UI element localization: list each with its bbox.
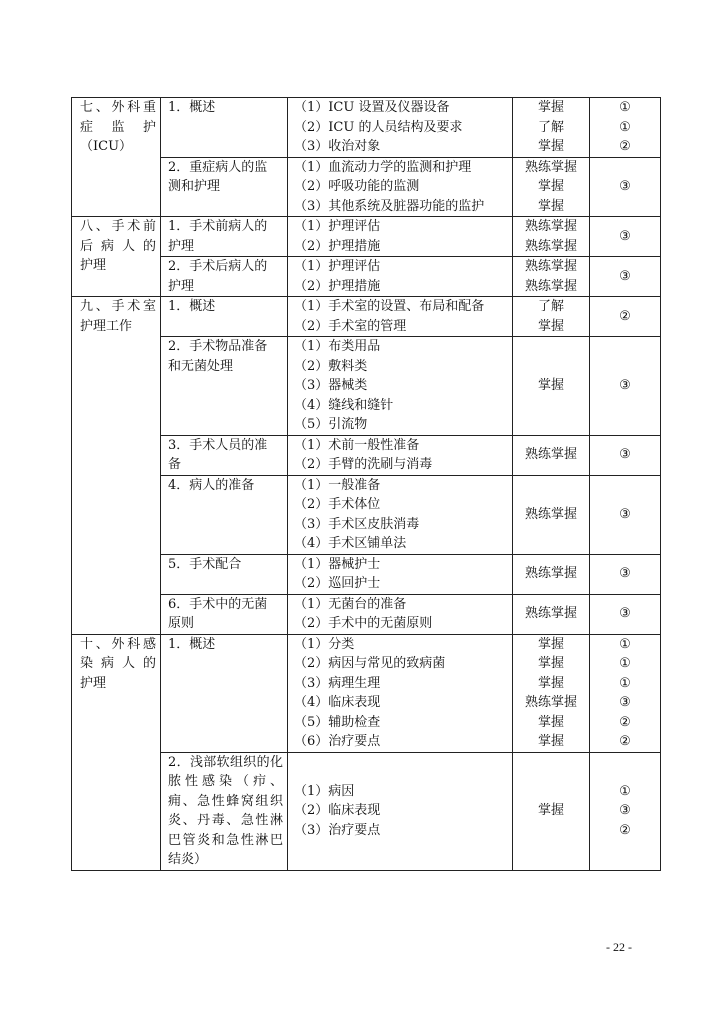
topic-title: 5．手术配合: [168, 556, 242, 572]
content-item: （1）布类用品: [294, 339, 381, 354]
content-item: （2）敷料类: [294, 358, 368, 374]
level-cell: [590, 752, 661, 870]
table-row: [72, 554, 661, 594]
content-item: （1）术前一般性准备: [294, 437, 420, 453]
unit-cell: [72, 634, 161, 870]
requirement-cell: [513, 157, 590, 217]
table-row: [72, 634, 661, 752]
content-item: （6）治疗要点: [294, 734, 381, 749]
content-item: （2）临床表现: [294, 803, 381, 819]
level-cell: [590, 594, 661, 634]
requirement-level: 熟练掌握: [524, 695, 577, 710]
cognitive-level: ①: [619, 675, 631, 691]
table-row: [72, 475, 661, 554]
unit-line: 护理工作: [80, 318, 133, 334]
content-cell: [288, 594, 513, 634]
unit-line: 七、外科重: [80, 100, 156, 115]
requirement-level: 熟练掌握: [524, 606, 577, 622]
topic-cell: [161, 594, 288, 634]
table-row: [72, 435, 661, 475]
cognitive-level: ③: [619, 228, 631, 244]
level-cell: [590, 475, 661, 554]
table-row: [72, 752, 661, 870]
content-item: （2）护理措施: [294, 278, 381, 294]
topic-cell: [161, 634, 288, 752]
requirement-cell: [513, 297, 590, 337]
cognitive-level: ①: [619, 783, 631, 799]
content-item: （3）病理生理: [294, 675, 381, 691]
requirement-level: 熟练掌握: [524, 159, 577, 175]
level-cell: [590, 257, 661, 297]
cognitive-level: ③: [619, 695, 631, 710]
requirement-level: 掌握: [537, 179, 564, 194]
topic-title: 6．手术中的无菌: [168, 596, 268, 612]
level-cell: [590, 297, 661, 337]
requirement-cell: [513, 752, 590, 870]
requirement-level: 熟练掌握: [524, 278, 577, 294]
requirement-level: 掌握: [537, 100, 564, 115]
level-cell: [590, 157, 661, 217]
syllabus-table: [71, 97, 661, 871]
unit-line: 后 病 人 的: [80, 238, 156, 254]
content-item: （2）护理措施: [294, 238, 381, 254]
table-row: [72, 98, 661, 158]
topic-title: 原则: [168, 616, 195, 631]
content-item: （3）其他系统及脏器功能的监护: [294, 198, 485, 214]
level-cell: [590, 217, 661, 257]
table-row: [72, 594, 661, 634]
topic-title: 1．手术前病人的: [168, 219, 268, 234]
unit-line: （ICU）: [80, 139, 133, 154]
level-cell: [590, 554, 661, 594]
content-cell: [288, 752, 513, 870]
requirement-level: 熟练掌握: [524, 238, 577, 254]
topic-cell: [161, 297, 288, 337]
page-number: - 22 -: [606, 940, 632, 954]
requirement-level: 掌握: [537, 139, 564, 154]
requirement-level: 了解: [537, 119, 564, 135]
content-item: （1）ICU 设置及仪器设备: [294, 100, 450, 115]
table-row: [72, 157, 661, 217]
level-cell: [590, 337, 661, 436]
requirement-level: 掌握: [537, 714, 564, 730]
topic-cell: [161, 752, 288, 870]
topic-cell: [161, 337, 288, 436]
unit-cell: [72, 297, 161, 635]
topic-title: 4．病人的准备: [168, 477, 255, 493]
requirement-level: 熟练掌握: [524, 219, 577, 234]
content-item: （2）巡回护士: [294, 576, 381, 591]
requirement-cell: [513, 435, 590, 475]
requirement-cell: [513, 257, 590, 297]
cognitive-level: ①: [619, 100, 631, 115]
content-item: （1）一般准备: [294, 477, 381, 493]
requirement-cell: [513, 634, 590, 752]
requirement-level: 掌握: [537, 198, 564, 214]
topic-title: 2．重症病人的监: [168, 159, 268, 175]
content-item: （1）器械护士: [294, 556, 381, 572]
cognitive-level: ③: [619, 506, 631, 522]
requirement-level: 掌握: [537, 803, 564, 819]
cognitive-level: ①: [619, 119, 631, 135]
content-item: （3）治疗要点: [294, 822, 381, 838]
content-item: （1）血流动力学的监测和护理: [294, 159, 472, 175]
topic-title: 备: [168, 457, 182, 472]
requirement-level: 掌握: [537, 656, 564, 671]
topic-title: 2．浅部软组织的化脓性感染（疖、痈、急性蜂窝组织炎、丹毒、急性淋巴管炎和急性淋巴结炎）: [168, 754, 283, 867]
cognitive-level: ③: [619, 447, 631, 463]
content-item: （2）呼吸功能的监测: [294, 179, 420, 194]
content-item: （1）病因: [294, 783, 355, 799]
requirement-level: 熟练掌握: [524, 259, 577, 274]
content-item: （5）引流物: [294, 417, 368, 432]
unit-cell: [72, 98, 161, 217]
requirement-level: 了解: [537, 299, 564, 314]
requirement-cell: [513, 594, 590, 634]
topic-title: 1．概述: [168, 100, 216, 115]
requirement-level: 掌握: [537, 675, 564, 691]
content-cell: [288, 337, 513, 436]
topic-title: 2．手术后病人的: [168, 259, 268, 274]
topic-cell: [161, 435, 288, 475]
content-item: （1）护理评估: [294, 259, 381, 274]
cognitive-level: ③: [619, 378, 631, 393]
content-cell: [288, 297, 513, 337]
unit-line: 护理: [80, 675, 107, 691]
requirement-cell: [513, 217, 590, 257]
unit-line: 八、手术前: [80, 219, 156, 234]
content-item: （2）病因与常见的致病菌: [294, 656, 446, 671]
topic-title: 1．概述: [168, 299, 216, 314]
topic-title: 2．手术物品准备: [168, 339, 268, 354]
content-item: （2）手臂的洗刷与消毒: [294, 457, 433, 472]
content-cell: [288, 157, 513, 217]
requirement-level: 掌握: [537, 378, 564, 393]
cognitive-level: ①: [619, 636, 631, 652]
content-cell: [288, 475, 513, 554]
requirement-cell: [513, 475, 590, 554]
unit-line: 护理: [80, 258, 107, 273]
content-item: （3）器械类: [294, 378, 368, 393]
requirement-level: 熟练掌握: [524, 506, 577, 522]
cognitive-level: ①: [619, 656, 631, 671]
requirement-level: 掌握: [537, 318, 564, 334]
content-cell: [288, 257, 513, 297]
topic-title: 和无菌处理: [168, 358, 234, 374]
content-item: （1）手术室的设置、布局和配备: [294, 299, 485, 314]
content-item: （2）手术室的管理: [294, 318, 407, 334]
level-cell: [590, 98, 661, 158]
table-row: [72, 337, 661, 436]
content-item: （1）护理评估: [294, 219, 381, 234]
requirement-level: 熟练掌握: [524, 566, 577, 582]
requirement-level: 掌握: [537, 734, 564, 749]
table-row: [72, 217, 661, 257]
content-item: （4）临床表现: [294, 695, 381, 710]
requirement-level: 掌握: [537, 636, 564, 652]
content-item: （1）分类: [294, 636, 355, 652]
content-cell: [288, 217, 513, 257]
unit-cell: [72, 217, 161, 297]
cognitive-level: ②: [619, 308, 631, 324]
cognitive-level: ②: [619, 714, 631, 730]
topic-cell: [161, 257, 288, 297]
topic-cell: [161, 217, 288, 257]
unit-line: 染 病 人 的: [80, 656, 156, 671]
cognitive-level: ③: [619, 268, 631, 284]
content-item: （2）手术中的无菌原则: [294, 616, 433, 631]
topic-title: 1．概述: [168, 636, 216, 652]
content-item: （3）收治对象: [294, 139, 381, 154]
table-row: [72, 257, 661, 297]
requirement-cell: [513, 554, 590, 594]
cognitive-level: ③: [619, 179, 631, 194]
cognitive-level: ②: [619, 139, 631, 154]
topic-title: 3．手术人员的准: [168, 437, 268, 453]
level-cell: [590, 435, 661, 475]
table-row: [72, 297, 661, 337]
cognitive-level: ③: [619, 803, 631, 819]
content-item: （4）缝线和缝针: [294, 397, 394, 413]
content-cell: [288, 98, 513, 158]
requirement-cell: [513, 337, 590, 436]
topic-cell: [161, 157, 288, 217]
content-item: （2）ICU 的人员结构及要求: [294, 119, 463, 135]
cognitive-level: ③: [619, 606, 631, 622]
requirement-cell: [513, 98, 590, 158]
topic-cell: [161, 554, 288, 594]
cognitive-level: ③: [619, 566, 631, 582]
content-item: （3）手术区皮肤消毒: [294, 516, 420, 532]
topic-cell: [161, 98, 288, 158]
cognitive-level: ②: [619, 822, 631, 838]
level-cell: [590, 634, 661, 752]
requirement-level: 熟练掌握: [524, 447, 577, 463]
content-cell: [288, 634, 513, 752]
content-item: （5）辅助检查: [294, 714, 381, 730]
topic-title: 测和护理: [168, 179, 221, 194]
unit-line: 九、手术室: [80, 299, 156, 314]
content-cell: [288, 554, 513, 594]
content-item: （2）手术体位: [294, 497, 381, 512]
topic-cell: [161, 475, 288, 554]
cognitive-level: ②: [619, 734, 631, 749]
content-item: （1）无菌台的准备: [294, 596, 407, 612]
content-cell: [288, 435, 513, 475]
unit-line: 十、外科感: [80, 636, 156, 652]
topic-title: 护理: [168, 278, 195, 294]
topic-title: 护理: [168, 238, 195, 254]
content-item: （4）手术区铺单法: [294, 536, 407, 551]
unit-line: 症 监 护: [80, 119, 156, 135]
